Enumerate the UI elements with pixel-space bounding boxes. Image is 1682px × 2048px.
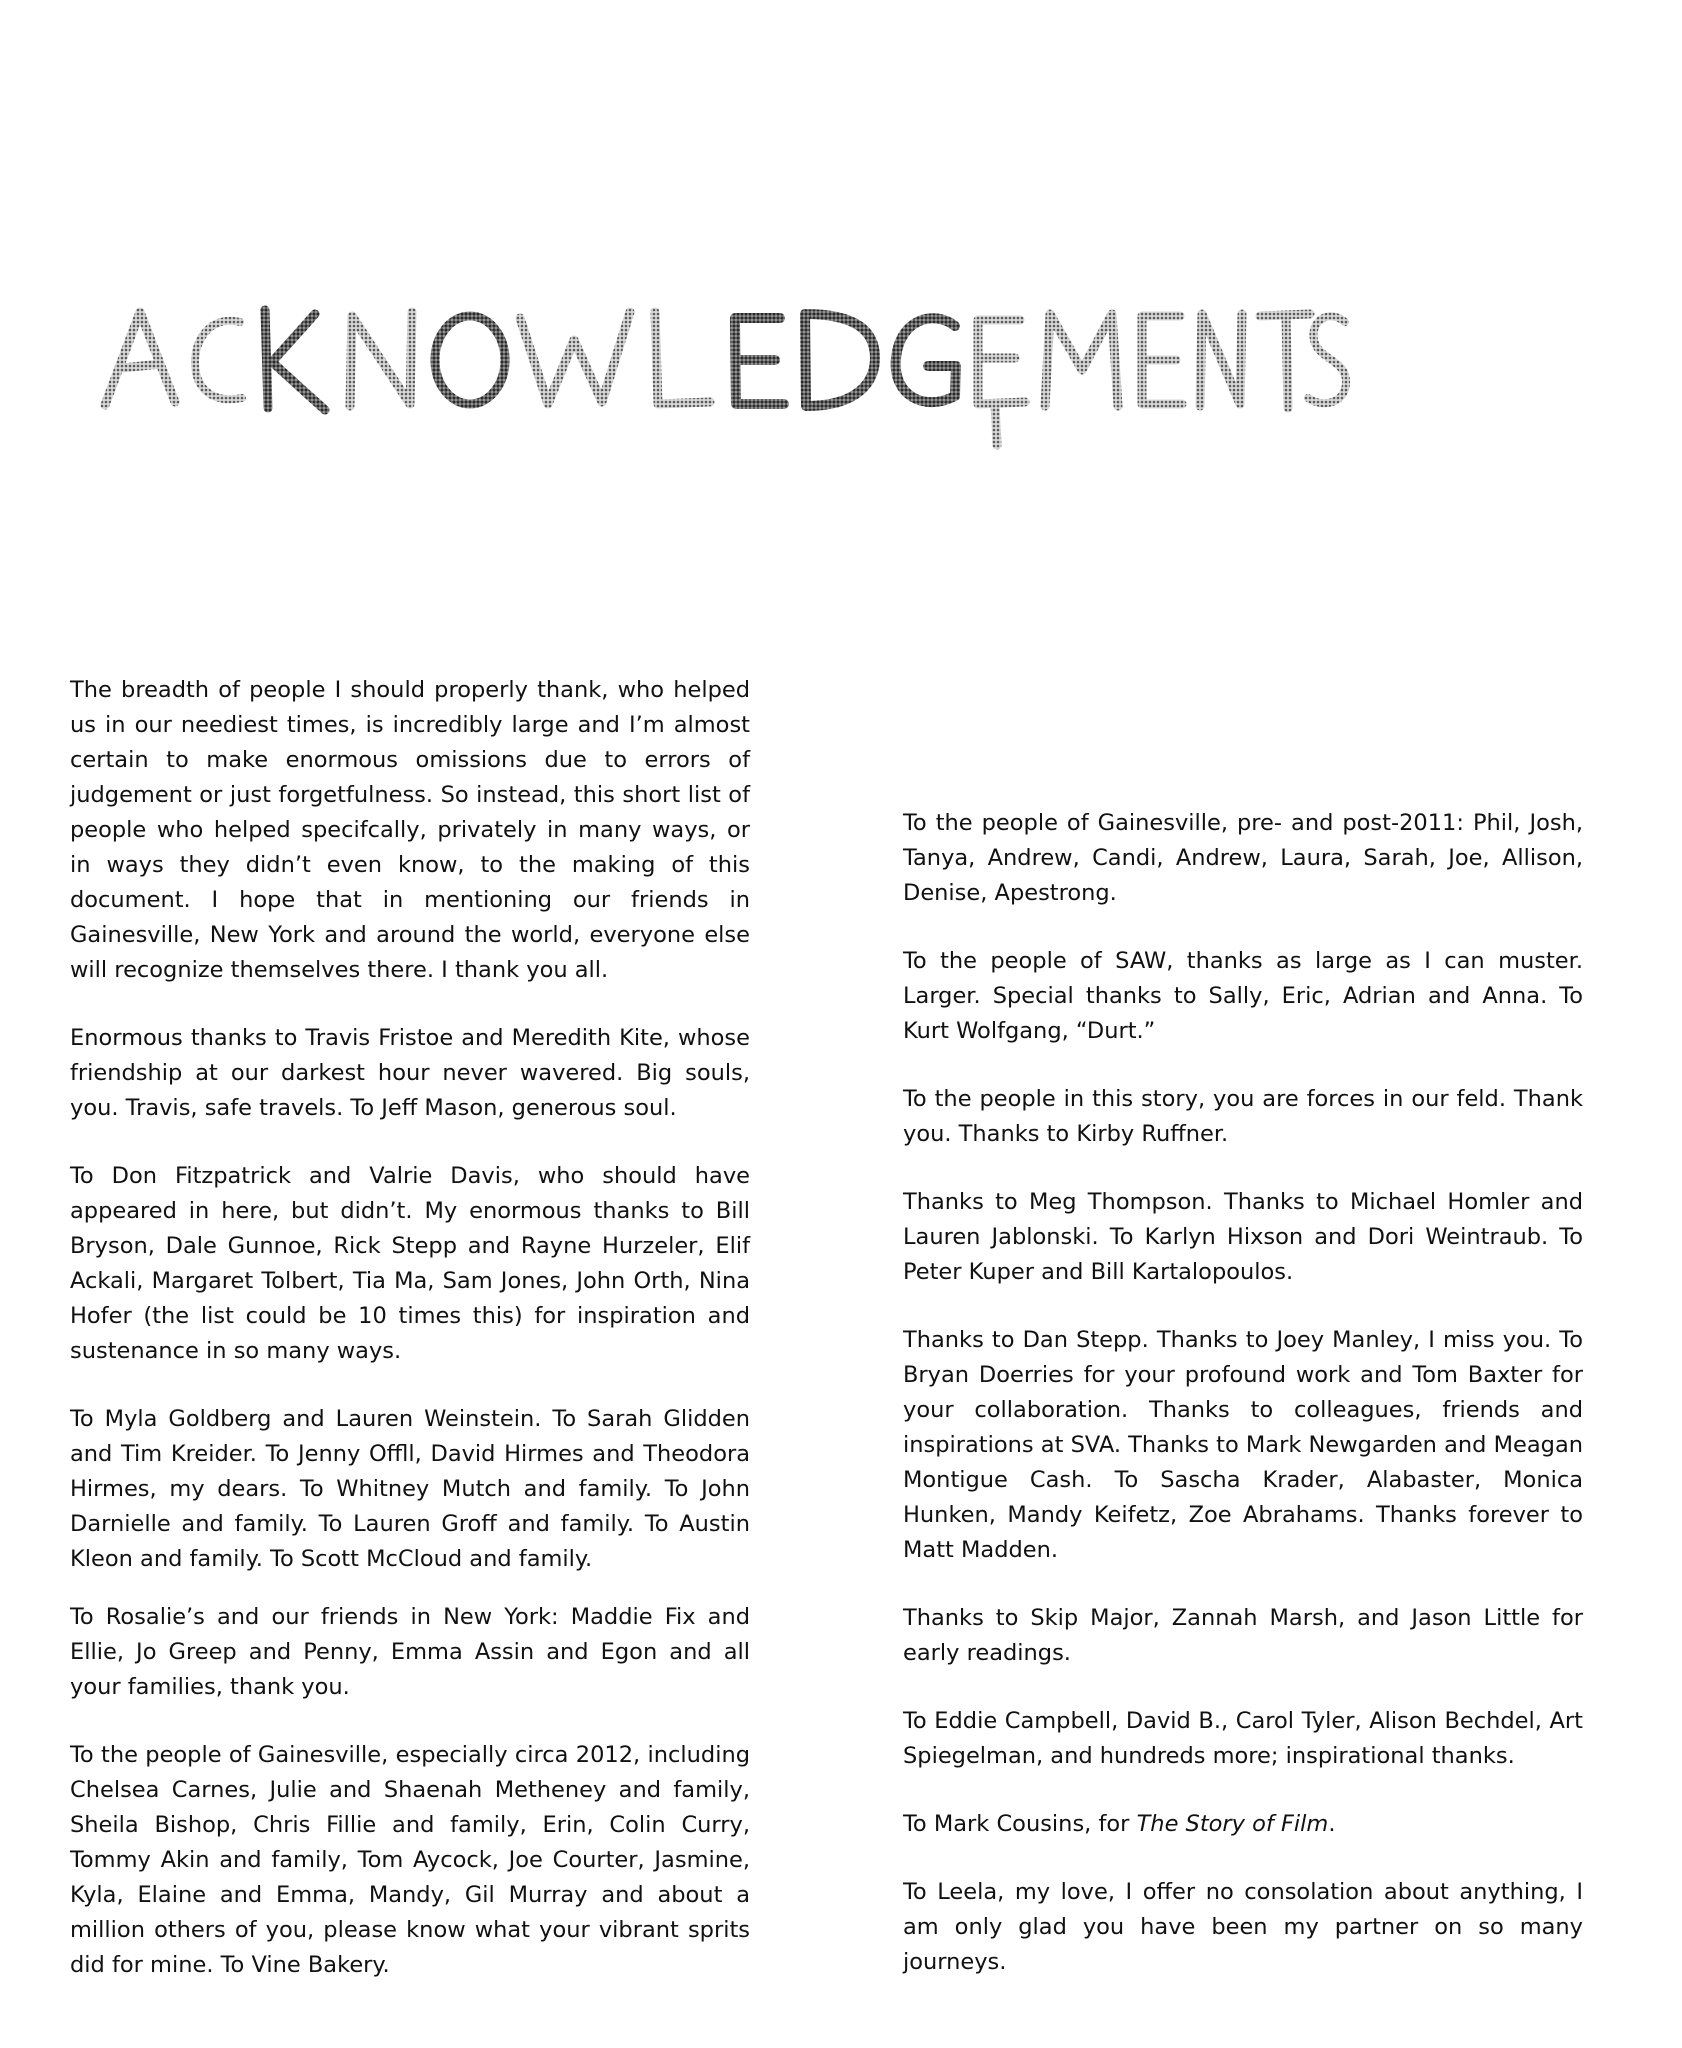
letter-m [1045, 314, 1118, 406]
paragraph-eddie: To Eddie Campbell, David B., Carol Tyler, Alison Bechdel, Art Spiegelman, and hundreds more; inspirational thanks. [903, 1708, 1583, 1769]
letter-a [105, 312, 175, 405]
title-lettering [100, 300, 1350, 450]
film-prefix: To Mark Cousins, for [903, 1811, 1137, 1837]
letter-l [655, 312, 710, 404]
paragraph-meg: Thanks to Meg Thompson. Thanks to Michael Homler and Lauren Jablonski. To Karlyn Hixson and Dori Weintraub. To Peter Kuper and Bill Kartalopoulos. [903, 1189, 1583, 1285]
letter-n [350, 312, 412, 406]
letter-g [896, 318, 956, 402]
letter-o [435, 316, 505, 404]
film-title: The Story of Film [1136, 1811, 1329, 1837]
paragraph-travis: Enormous thanks to Travis Fristoe and Meredith Kite, whose friendship at our darkest hour never wavered. Big souls, you. Travis, safe travels. To Jeff Mason, generous soul. [70, 1025, 750, 1121]
paragraph-story-people: To the people in this story, you are forces in our feld. Thank you. Thanks to Kirby Ruffner. [903, 1086, 1583, 1147]
paragraph-dan: Thanks to Dan Stepp. Thanks to Joey Manley, I miss you. To Bryan Doerries for your profound work and Tom Baxter for your collaboration. Thanks to colleagues, friends and inspirations at SVA. Thanks to Mark Newgarden and Meagan Montigue Cash. To Sascha Krader, Alabaster, Monica Hunken, Mandy Keifetz, Zoe Abrahams. Thanks forever to Matt Madden. [903, 1327, 1583, 1563]
paragraph-skip: Thanks to Skip Major, Zannah Marsh, and Jason Little for early readings. [903, 1605, 1583, 1666]
left-column [70, 673, 750, 2016]
paragraph-rosalie: To Rosalie’s and our friends in New York: Maddie Fix and Ellie, Jo Greep and Penny, Emma Assin and Egon and all your families, thank you. [70, 1604, 750, 1700]
letter-e2 [978, 320, 1025, 445]
letter-e1 [735, 318, 784, 404]
paragraph-gainesville-2012: To the people of Gainesville, especially circa 2012, including Chelsea Carnes, Julie and Shaenah Metheney and family, Sheila Bishop, Chris Fillie and family, Erin, Colin Curry, Tommy Akin and family, Tom Aycock, Joe Courter, Jasmine, Kyla, Elaine and Emma, Mandy, Gil Murray and about a million others of you, please know what your vibrant sprits did for mine. To Vine Bakery. [70, 1742, 750, 1978]
letter-c [195, 321, 242, 399]
hand-lettered-title-graphic [100, 300, 1350, 450]
paragraph-leela: To Leela, my love, I offer no consolation about anything, I am only glad you have been my partner on so many journeys. [903, 1879, 1583, 1975]
right-column [903, 806, 1583, 2013]
letter-e3 [1142, 316, 1182, 404]
letter-k [265, 310, 325, 410]
paragraph-don: To Don Fitzpatrick and Valrie Davis, who should have appeared in here, but didn’t. My enormous thanks to Bill Bryson, Dale Gunnoe, Rick Stepp and Rayne Hurzeler, Elif Ackali, Margaret Tolbert, Tia Ma, Sam Jones, John Orth, Nina Hofer (the list could be 10 times this) for inspiration and sustenance in so many ways. [70, 1163, 750, 1364]
paragraph-myla: To Myla Goldberg and Lauren Weinstein. To Sarah Glidden and Tim Kreider. To Jenny Offll, David Hirmes and Theodora Hirmes, my dears. To Whitney Mutch and family. To John Darnielle and family. To Lauren Groff and family. To Austin Kleon and family. To Scott McCloud and family. [70, 1406, 750, 1572]
letter-t [1260, 314, 1310, 408]
paragraph-intro: The breadth of people I should properly thank, who helped us in our neediest times, is incredibly large and I’m almost certain to make enormous omissions due to errors of judgement or just forgetfulness. So instead, this short list of people who helped specifcally, privately in many ways, or in ways they didn’t even know, to the making of this document. I hope that in mentioning our friends in Gainesville, New York and around the world, everyone else will recognize themselves there. I thank you all. [70, 677, 750, 983]
letter-n2 [1200, 314, 1242, 406]
letter-w [520, 312, 630, 404]
paragraph-gainesville-2011: To the people of Gainesville, pre- and post-2011: Phil, Josh, Tanya, Andrew, Candi, Andrew, Laura, Sarah, Joe, Allison, Denise, Apestrong. [903, 810, 1583, 906]
paragraph-saw: To the people of SAW, thanks as large as I can muster. Larger. Special thanks to Sally, Eric, Adrian and Anna. To Kurt Wolfgang, “Durt.” [903, 948, 1583, 1044]
film-suffix: . [1328, 1811, 1336, 1837]
paragraph-film [903, 1807, 1583, 1842]
letter-s [1308, 316, 1346, 403]
letter-d [805, 314, 875, 406]
